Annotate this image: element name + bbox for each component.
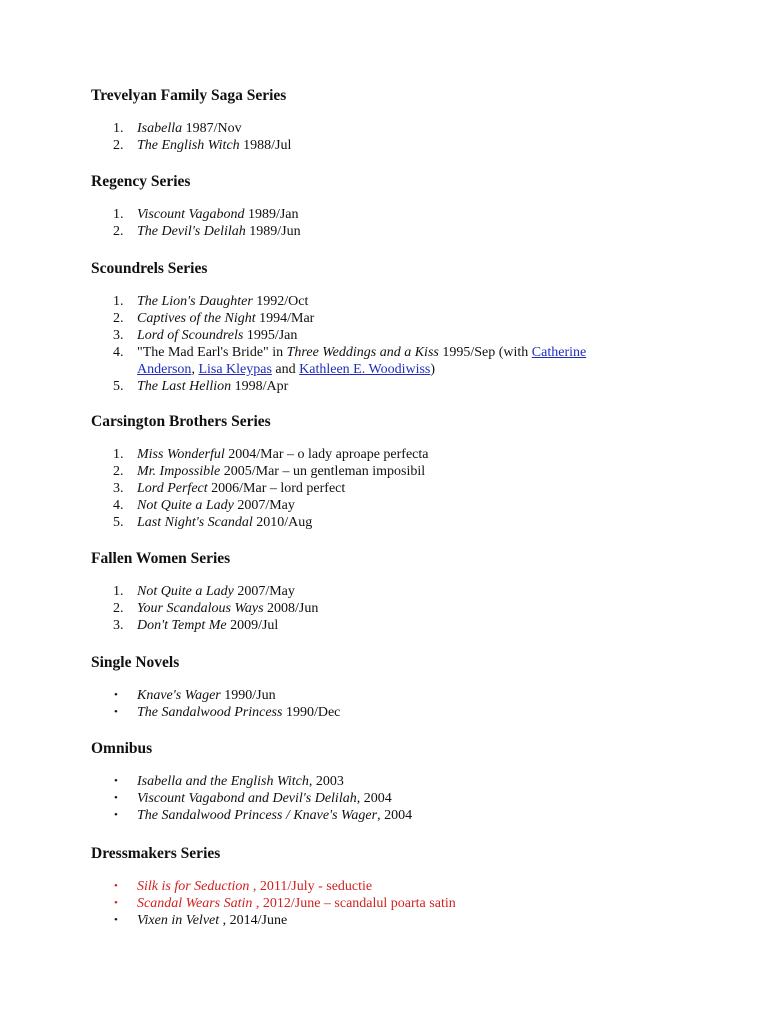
list-item xyxy=(91,378,731,395)
bullet-icon: • xyxy=(114,706,118,718)
section-single-novels xyxy=(91,654,731,721)
book-date: 1989/Jun xyxy=(245,224,301,239)
list-item xyxy=(91,704,731,721)
bullet-icon: • xyxy=(114,775,118,787)
list-item xyxy=(91,878,731,895)
book-date: 1989/Jan xyxy=(244,207,299,222)
list-item xyxy=(91,463,731,480)
list-number: 4. xyxy=(113,498,124,513)
book-title: Silk is for Seduction xyxy=(137,879,250,894)
list-item xyxy=(91,895,731,912)
list-number: 2. xyxy=(113,224,124,239)
list-item xyxy=(91,446,731,463)
list-item xyxy=(91,807,731,824)
section-dressmakers xyxy=(91,845,731,929)
book-title: Viscount Vagabond and Devil's Delilah xyxy=(137,791,357,806)
author-link-lisa-kleypas[interactable]: Lisa Kleypas xyxy=(198,362,272,377)
book-title: Don't Tempt Me xyxy=(137,618,227,633)
section-carsington xyxy=(91,413,731,531)
section-omnibus xyxy=(91,740,731,824)
list-item xyxy=(91,120,731,137)
book-date: 1994/Mar xyxy=(255,311,315,326)
bullet-icon: • xyxy=(114,809,118,821)
section-scoundrels xyxy=(91,260,731,395)
list-item xyxy=(91,223,731,240)
separator: , xyxy=(191,362,199,377)
book-title: Lord of Scoundrels xyxy=(137,328,244,343)
book-list xyxy=(91,687,731,721)
book-date: , 2004 xyxy=(377,808,413,823)
book-title: Viscount Vagabond xyxy=(137,207,245,222)
book-title: Scandal Wears Satin xyxy=(137,896,253,911)
list-number: 3. xyxy=(113,618,124,633)
book-date: 2008/Jun xyxy=(263,601,319,616)
book-list xyxy=(91,878,731,929)
list-number: 1. xyxy=(113,207,124,222)
list-number: 1. xyxy=(113,584,124,599)
book-date: 2005/Mar – un gentleman imposibil xyxy=(220,464,426,479)
section-heading: Dressmakers Series xyxy=(91,845,221,862)
book-title: Captives of the Night xyxy=(137,311,256,326)
closing-paren: ) xyxy=(430,362,436,377)
author-link-catherine-anderson[interactable]: Catherine Anderson xyxy=(137,345,587,377)
list-item xyxy=(91,327,731,344)
list-item xyxy=(91,617,731,634)
book-date: 1995/Jan xyxy=(243,328,298,343)
list-number: 2. xyxy=(113,311,124,326)
book-date: , 2003 xyxy=(308,774,344,789)
section-heading: Trevelyan Family Saga Series xyxy=(91,87,287,104)
bullet-icon: • xyxy=(114,689,118,701)
list-item xyxy=(91,773,731,790)
bullet-icon: • xyxy=(114,897,118,909)
list-number: 4. xyxy=(113,345,124,360)
section-heading: Carsington Brothers Series xyxy=(91,413,271,430)
book-title: Not Quite a Lady xyxy=(137,498,234,513)
book-date: 1990/Jun xyxy=(220,688,276,703)
list-item xyxy=(91,514,731,531)
list-number: 5. xyxy=(113,515,124,530)
book-title: Miss Wonderful xyxy=(137,447,225,462)
book-title: Lord Perfect xyxy=(137,481,208,496)
list-number: 1. xyxy=(113,294,124,309)
list-item xyxy=(91,583,731,600)
author-link-kathleen-woodiwiss[interactable]: Kathleen E. Woodiwiss xyxy=(299,362,431,377)
book-date: 2007/May xyxy=(233,584,295,599)
list-item xyxy=(91,687,731,704)
list-number: 1. xyxy=(113,121,124,136)
book-title: The Last Hellion xyxy=(137,379,232,394)
book-date: 1988/Jul xyxy=(239,138,292,153)
list-number: 2. xyxy=(113,138,124,153)
book-date: 1995/Sep (with xyxy=(438,345,532,360)
bullet-icon: • xyxy=(114,914,118,926)
list-item xyxy=(91,912,731,929)
list-number: 5. xyxy=(113,379,124,394)
book-date: 1987/Nov xyxy=(182,121,242,136)
book-title: Your Scandalous Ways xyxy=(137,601,264,616)
list-number: 3. xyxy=(113,481,124,496)
book-date: 1998/Apr xyxy=(231,379,289,394)
section-heading: Single Novels xyxy=(91,654,180,671)
book-date: , 2004 xyxy=(356,791,392,806)
book-date: 1992/Oct xyxy=(252,294,309,309)
book-title: Isabella and the English Witch xyxy=(137,774,309,789)
section-heading: Fallen Women Series xyxy=(91,550,231,567)
section-heading: Omnibus xyxy=(91,740,153,757)
book-title: Knave's Wager xyxy=(137,688,221,703)
book-title: Not Quite a Lady xyxy=(137,584,234,599)
book-date: 1990/Dec xyxy=(282,705,341,720)
book-title: Isabella xyxy=(137,121,183,136)
list-item xyxy=(91,310,731,327)
book-title: The English Witch xyxy=(137,138,240,153)
bullet-icon: • xyxy=(114,792,118,804)
book-date: , 2012/June – scandalul poarta satin xyxy=(252,896,456,911)
story-title: "The Mad Earl's Bride" in xyxy=(137,345,287,360)
list-number: 3. xyxy=(113,328,124,343)
list-item xyxy=(91,206,731,223)
section-heading: Scoundrels Series xyxy=(91,260,208,277)
book-list xyxy=(91,206,731,240)
book-title: Vixen in Velvet xyxy=(137,913,220,928)
list-item xyxy=(91,344,637,378)
bullet-icon: • xyxy=(114,880,118,892)
book-title: Three Weddings and a Kiss xyxy=(286,345,439,360)
book-title: The Sandalwood Princess / Knave's Wager xyxy=(137,808,378,823)
book-title: The Devil's Delilah xyxy=(137,224,246,239)
book-list xyxy=(91,446,731,531)
book-list xyxy=(91,120,731,154)
list-item xyxy=(91,480,731,497)
book-list xyxy=(91,773,731,824)
section-fallen-women xyxy=(91,550,731,634)
book-date: 2010/Aug xyxy=(252,515,313,530)
book-date: 2004/Mar – o lady aproape perfecta xyxy=(224,447,429,462)
book-date: 2007/May xyxy=(233,498,295,513)
book-date: , 2014/June xyxy=(219,913,288,928)
section-trevelyan xyxy=(91,87,731,154)
list-number: 2. xyxy=(113,464,124,479)
book-date: 2006/Mar – lord perfect xyxy=(207,481,346,496)
book-list xyxy=(91,293,731,395)
list-item xyxy=(91,790,731,807)
book-title: Mr. Impossible xyxy=(137,464,221,479)
list-number: 1. xyxy=(113,447,124,462)
section-heading: Regency Series xyxy=(91,173,191,190)
book-title: The Sandalwood Princess xyxy=(137,705,283,720)
book-date: , 2011/July - seductie xyxy=(249,879,373,894)
list-item xyxy=(91,497,731,514)
list-item xyxy=(91,600,731,617)
book-date: 2009/Jul xyxy=(226,618,279,633)
list-number: 2. xyxy=(113,601,124,616)
book-list xyxy=(91,583,731,634)
list-item xyxy=(91,137,731,154)
separator: and xyxy=(271,362,300,377)
section-regency xyxy=(91,173,731,240)
list-item xyxy=(91,293,731,310)
book-title: The Lion's Daughter xyxy=(137,294,253,309)
book-title: Last Night's Scandal xyxy=(137,515,253,530)
